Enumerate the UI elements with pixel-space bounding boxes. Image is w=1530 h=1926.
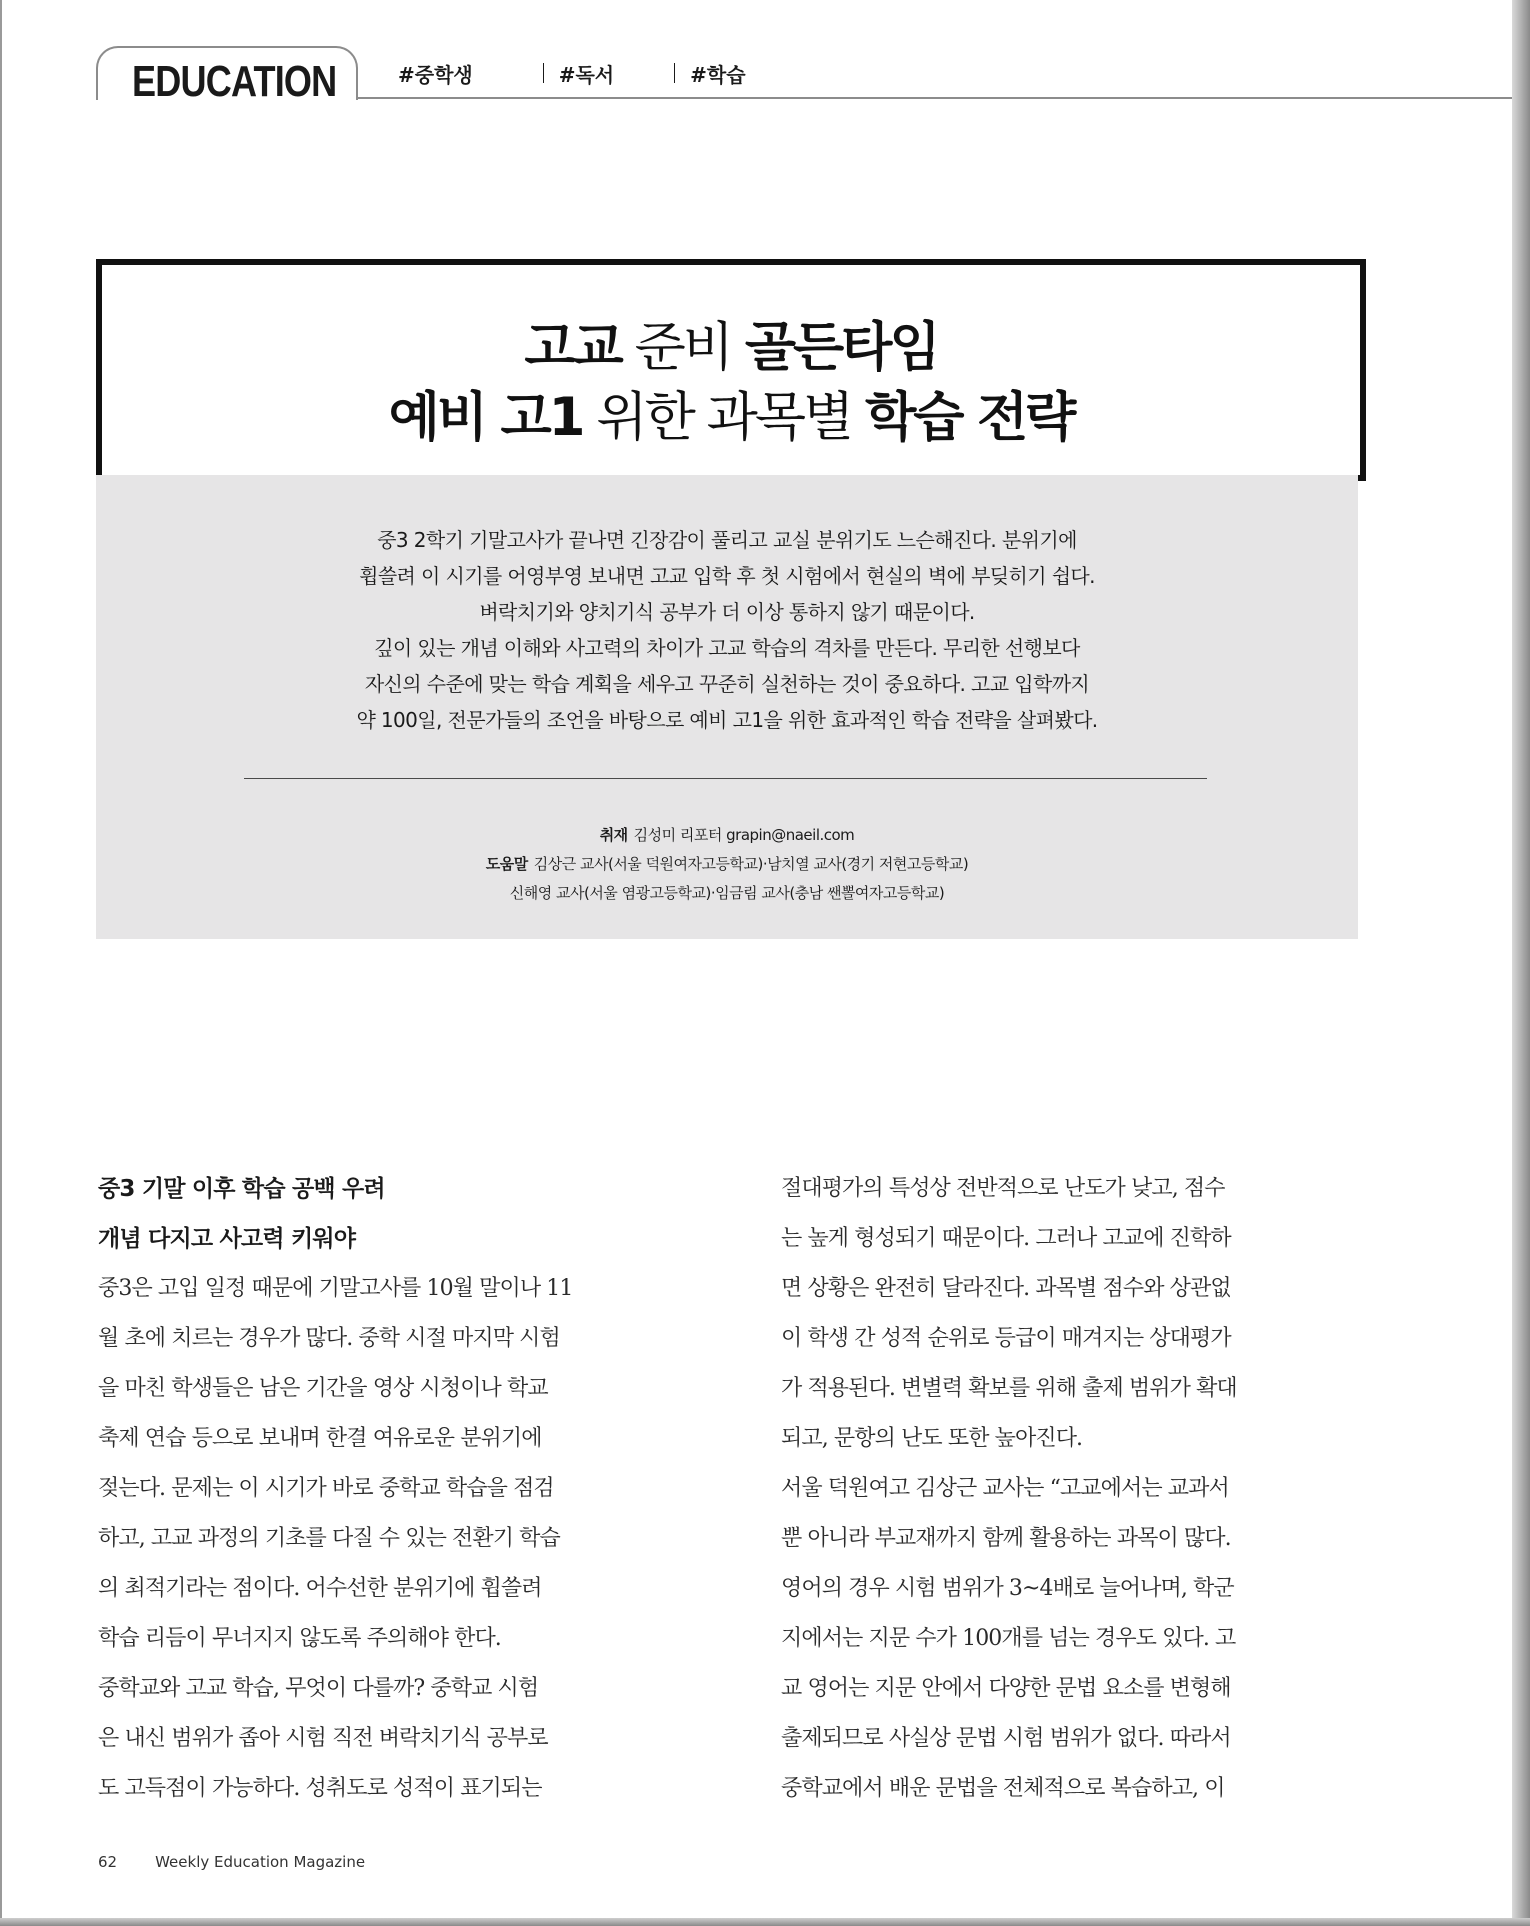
credit-reporter [96, 821, 1358, 850]
body-line: 서울 덕원여고 김상근 교사는 “고교에서는 교과서 [781, 1476, 1229, 1501]
headline-segment: 고교 [524, 317, 621, 378]
lead-line: 벼락치기와 양치기식 공부가 더 이상 통하지 않기 때문이다. [479, 600, 975, 624]
body-line: 영어의 경우 시험 범위가 3~4배로 늘어나며, 학군 [781, 1576, 1234, 1601]
credit-advisors-cont: 신해영 교사(서울 염광고등학교)·임금림 교사(충남 쌘뽈여자고등학교) [509, 884, 945, 902]
body-line: 중학교에서 배운 문법을 전체적으로 복습하고, 이 [781, 1776, 1225, 1801]
credits [96, 821, 1358, 908]
section-title: EDUCATION [132, 57, 337, 106]
body-line: 중학교와 고교 학습, 무엇이 다를까? 중학교 시험 [98, 1676, 539, 1701]
body-line: 월 초에 치르는 경우가 많다. 중학 시절 마지막 시험 [98, 1326, 560, 1351]
tag-item[interactable]: #학습 [690, 62, 746, 87]
article-subheading [98, 1164, 385, 1264]
body-line: 교 영어는 지문 안에서 다양한 문법 요소를 변형해 [781, 1676, 1231, 1701]
lead-line: 깊이 있는 개념 이해와 사고력의 차이가 고교 학습의 격차를 만든다. 무리한 선행보다 [374, 636, 1080, 660]
body-line: 의 최적기라는 점이다. 어수선한 분위기에 휩쓸려 [98, 1576, 542, 1601]
tag-divider [674, 63, 675, 83]
headline-segment: 준비 [620, 317, 745, 378]
body-line: 뿐 아니라 부교재까지 함께 활용하는 과목이 많다. [781, 1526, 1231, 1551]
page-edge-bottom [0, 1918, 1530, 1926]
body-line: 면 상황은 완전히 달라진다. 과목별 점수와 상관없 [781, 1276, 1231, 1301]
body-line: 중3은 고입 일정 때문에 기말고사를 10월 말이나 11 [98, 1276, 573, 1301]
tag-divider [543, 63, 544, 83]
page-footer [98, 1853, 365, 1871]
header-rule [355, 97, 1512, 99]
body-line: 하고, 고교 과정의 기초를 다질 수 있는 전환기 학습 [98, 1526, 560, 1551]
magazine-name: Weekly Education Magazine [155, 1853, 366, 1871]
headline-segment: 골든타임 [744, 317, 938, 378]
page-number: 62 [98, 1853, 118, 1871]
credit-value: 김상근 교사(서울 덕원여자고등학교)·남치열 교사(경기 저현고등학교) [533, 855, 969, 873]
body-line: 이 학생 간 성적 순위로 등급이 매겨지는 상대평가 [781, 1326, 1231, 1351]
tag-list [398, 58, 746, 88]
body-line: 학습 리듬이 무너지지 않도록 주의해야 한다. [98, 1626, 501, 1651]
tag-item[interactable]: #중학생 [398, 62, 473, 87]
lead-line: 자신의 수준에 맞는 학습 계획을 세우고 꾸준히 실천하는 것이 중요하다. 고교 입학까지 [364, 672, 1090, 696]
headline-box [96, 259, 1366, 481]
headline-segment: 학습 전략 [865, 387, 1074, 448]
headline-segment: 예비 고1 [388, 387, 583, 448]
page-edge-shadow [1512, 0, 1530, 1926]
lead-line: 휩쓸려 이 시기를 어영부영 보내면 고교 입학 후 첫 시험에서 현실의 벽에 부딪히기 쉽다. [359, 564, 1095, 588]
body-line: 지에서는 지문 수가 100개를 넘는 경우도 있다. 고 [781, 1626, 1236, 1651]
credit-value: 김성미 리포터 grapin@naeil.com [633, 826, 855, 844]
article-column-left [98, 1264, 678, 1814]
body-line: 을 마친 학생들은 남은 기간을 영상 시청이나 학교 [98, 1376, 548, 1401]
body-line: 출제되므로 사실상 문법 시험 범위가 없다. 따라서 [781, 1726, 1231, 1751]
subheading-line: 개념 다지고 사고력 키워야 [98, 1226, 356, 1252]
body-line: 축제 연습 등으로 보내며 한결 여유로운 분위기에 [98, 1426, 542, 1451]
body-line: 젖는다. 문제는 이 시기가 바로 중학교 학습을 점검 [98, 1476, 554, 1501]
article-column-right [781, 1164, 1361, 1814]
lead-divider [244, 778, 1207, 779]
credit-label: 도움말 [485, 855, 528, 873]
page-frame-left [0, 0, 2, 1926]
lead-line: 약 100일, 전문가들의 조언을 바탕으로 예비 고1을 위한 효과적인 학습 전략을 살펴봤다. [356, 708, 1098, 732]
credit-advisors [96, 850, 1358, 879]
body-line: 는 높게 형성되기 때문이다. 그러나 고교에 진학하 [781, 1226, 1231, 1251]
lead-box [96, 475, 1358, 939]
tag-item[interactable]: #독서 [558, 62, 615, 87]
body-line: 가 적용된다. 변별력 확보를 위해 출제 범위가 확대 [781, 1376, 1237, 1401]
headline-line-1 [102, 305, 1360, 381]
headline-line-2 [102, 375, 1360, 451]
body-line: 절대평가의 특성상 전반적으로 난도가 낮고, 점수 [781, 1176, 1225, 1201]
lead-line: 중3 2학기 기말고사가 끝나면 긴장감이 풀리고 교실 분위기도 느슨해진다. 분위기에 [377, 528, 1077, 552]
body-line: 되고, 문항의 난도 또한 높아진다. [781, 1426, 1083, 1451]
lead-paragraph [96, 522, 1358, 738]
body-line: 은 내신 범위가 좁아 시험 직전 벼락치기식 공부로 [98, 1726, 548, 1751]
credit-label: 취재 [599, 826, 628, 844]
subheading-line: 중3 기말 이후 학습 공백 우려 [98, 1176, 385, 1202]
body-line: 도 고득점이 가능하다. 성취도로 성적이 표기되는 [98, 1776, 542, 1801]
headline-segment: 위한 과목별 [582, 387, 866, 448]
